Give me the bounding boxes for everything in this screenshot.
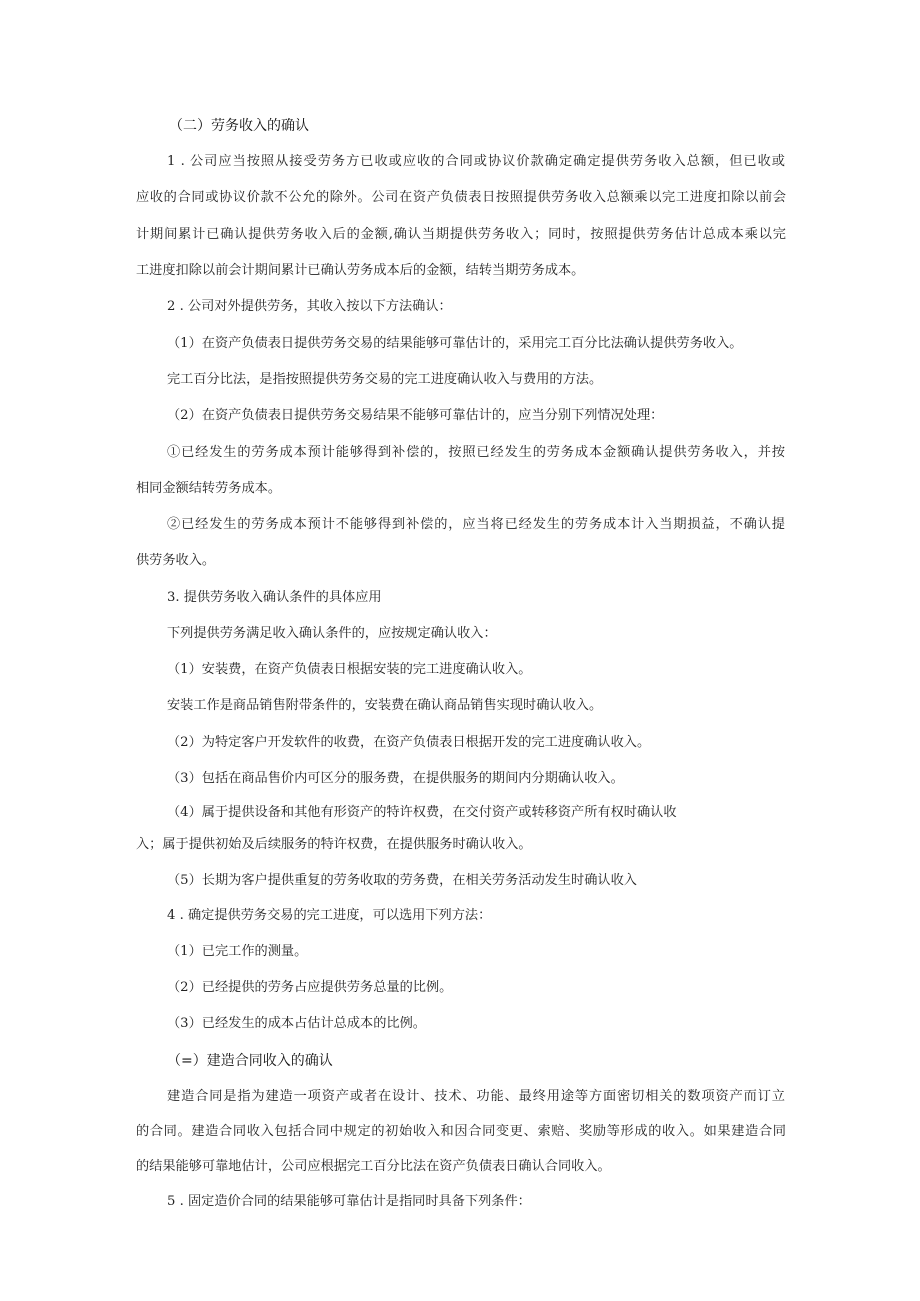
paragraph-2-item-2-b-line-2: 供劳务收入。 bbox=[136, 553, 216, 568]
paragraph-2-item-2-a-line-2: 相同金额结转劳务成本。 bbox=[136, 481, 282, 496]
paragraph-4-item-3: （3）已经发生的成本占估计总成本的比例。 bbox=[167, 1016, 426, 1031]
paragraph-4: 4 . 确定提供劳务交易的完工进度，可以选用下列方法： bbox=[167, 908, 492, 923]
section-heading-service-revenue: （二）劳务收入的确认 bbox=[169, 118, 309, 134]
section-heading-construction-contract: （=）建造合同收入的确认 bbox=[167, 1053, 333, 1069]
paragraph-4-item-2: （2）已经提供的劳务占应提供劳务总量的比例。 bbox=[167, 980, 453, 995]
paragraph-3-item-4-line-2: 入；属于提供初始及后续服务的特许权费，在提供服务时确认收入。 bbox=[136, 837, 532, 852]
paragraph-3-item-4-line-1: （4）属于提供设备和其他有形资产的特许权费，在交付资产或转移资产所有权时确认收 bbox=[167, 805, 677, 820]
paragraph-3: 3. 提供劳务收入确认条件的具体应用 bbox=[167, 590, 382, 605]
paragraph-1-line-3: 计期间累计已确认提供劳务收入后的金额,确认当期提供劳务收入；同时，按照提供劳务估计总成本乘以完 bbox=[136, 227, 786, 242]
paragraph-3-intro: 下列提供劳务满足收入确认条件的，应按规定确认收入： bbox=[167, 626, 497, 641]
paragraph-3-item-5: （5）长期为客户提供重复的劳务收取的劳务费，在相关劳务活动发生时确认收入 bbox=[167, 873, 637, 888]
paragraph-2-item-2-b-line-1: ②已经发生的劳务成本预计不能够得到补偿的，应当将已经发生的劳务成本计入当期损益，不确认提 bbox=[167, 517, 785, 532]
paragraph-3-item-1-note: 安装工作是商品销售附带条件的，安装费在确认商品销售实现时确认收入。 bbox=[167, 698, 603, 713]
paragraph-5-line-2: 的合同。建造合同收入包括合同中规定的初始收入和因合同变更、索赔、奖励等形成的收入。如果建造合同 bbox=[136, 1124, 786, 1139]
paragraph-5-line-3: 的结果能够可靠地估计，公司应根据完工百分比法在资产负债表日确认合同收入。 bbox=[136, 1159, 611, 1174]
paragraph-2-item-1-note: 完工百分比法，是指按照提供劳务交易的完工进度确认收入与费用的方法。 bbox=[167, 372, 603, 387]
paragraph-2-item-2: （2）在资产负债表日提供劳务交易结果不能够可靠估计的，应当分别下列情况处理： bbox=[167, 408, 664, 423]
paragraph-2-item-2-a-line-1: ①已经发生的劳务成本预计能够得到补偿的，按照已经发生的劳务成本金额确认提供劳务收入，并按 bbox=[167, 445, 785, 460]
paragraph-1-line-4: 工进度扣除以前会计期间累计已确认劳务成本后的金额，结转当期劳务成本。 bbox=[136, 263, 585, 278]
paragraph-1-line-1: 1 . 公司应当按照从接受劳务方已收或应收的合同或协议价款确定确定提供劳务收入总额，但已收或 bbox=[167, 154, 785, 169]
paragraph-1-line-2: 应收的合同或协议价款不公允的除外。公司在资产负债表日按照提供劳务收入总额乘以完工进度扣除以前会 bbox=[136, 190, 786, 205]
paragraph-3-item-2: （2）为特定客户开发软件的收费，在资产负债表日根据开发的完工进度确认收入。 bbox=[167, 735, 651, 750]
paragraph-2-item-1: （1）在资产负债表日提供劳务交易的结果能够可靠估计的，采用完工百分比法确认提供劳务收入。 bbox=[167, 336, 743, 351]
paragraph-5-line-1: 建造合同是指为建造一项资产或者在设计、技术、功能、最终用途等方面密切相关的数项资产而订立 bbox=[167, 1089, 785, 1104]
paragraph-3-item-3: （3）包括在商品售价内可区分的服务费，在提供服务的期间内分期确认收入。 bbox=[167, 771, 624, 786]
paragraph-3-item-1: （1）安装费，在资产负债表日根据安装的完工进度确认收入。 bbox=[167, 662, 532, 677]
paragraph-4-item-1: （1）已完工作的测量。 bbox=[167, 944, 308, 959]
paragraph-2: 2 . 公司对外提供劳务，其收入按以下方法确认： bbox=[167, 299, 452, 314]
paragraph-6: 5 . 固定造价合同的结果能够可靠估计是指同时具备下列条件： bbox=[167, 1194, 531, 1209]
